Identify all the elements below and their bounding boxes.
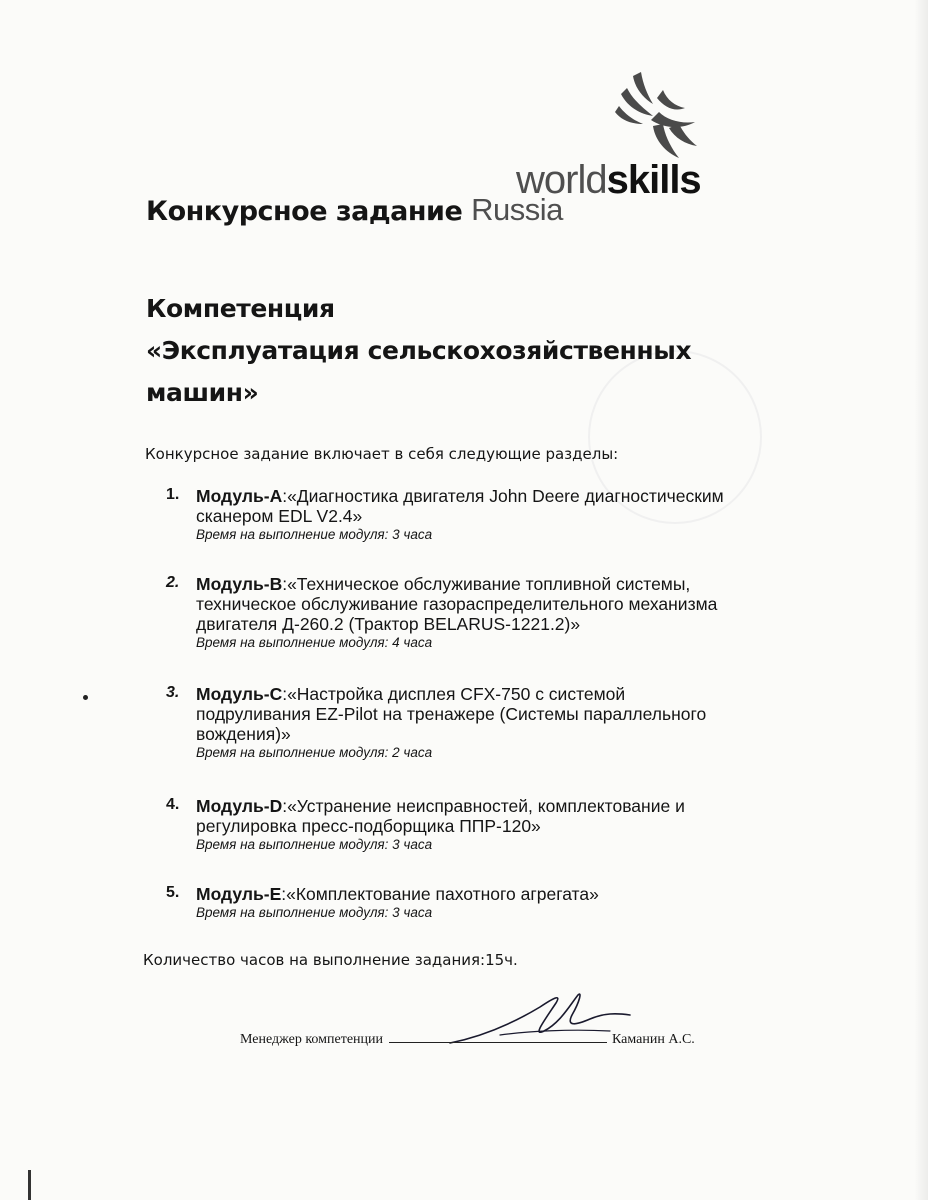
module-time: Время на выполнение модуля: 4 часа <box>196 635 433 650</box>
manager-label: Менеджер компетенции <box>240 1032 384 1047</box>
module-title-line-1: :«Техническое обслуживание топливной системы, <box>282 574 691 594</box>
module-number: 4. <box>166 796 180 813</box>
module-title-line-1: :«Устранение неисправностей, комплектование и <box>282 796 685 816</box>
module-name: Модуль-D <box>196 796 283 816</box>
module-time: Время на выполнение модуля: 3 часа <box>196 527 433 542</box>
module-name: Модуль-С <box>196 684 283 704</box>
worldskills-wordmark: worldskills <box>516 158 701 202</box>
logo-region-russia: Russia <box>471 192 563 227</box>
module-title-line-2: регулировка пресс-подборщика ППР-120» <box>196 816 541 836</box>
module-time: Время на выполнение модуля: 2 часа <box>196 745 433 760</box>
competence-line-1: Компетенция <box>146 294 335 323</box>
module-title-line-3: двигателя Д-260.2 (Трактор BELARUS-1221.2)» <box>196 614 581 634</box>
module-name: Модуль-Е <box>196 884 282 904</box>
module-title-line-2: сканером EDL V2.4» <box>196 506 363 526</box>
competence-line-2: «Эксплуатация сельскохозяйственных <box>146 336 692 365</box>
paper-edge-shadow <box>914 0 928 1200</box>
module-title-line-1: :«Настройка дисплея CFX-750 с системой <box>282 684 626 704</box>
competence-heading <box>146 288 786 414</box>
module-title-line-2: подруливания EZ-Pilot на тренажере (Системы параллельного <box>196 704 707 724</box>
worldskills-hands-icon <box>613 68 708 163</box>
module-number: 3. <box>166 684 180 701</box>
module-time: Время на выполнение модуля: 3 часа <box>196 905 433 920</box>
module-name: Модуль-А <box>196 486 283 506</box>
module-number: 5. <box>166 884 180 901</box>
module-title-line-1: :«Диагностика двигателя John Deere диагностическим <box>282 486 724 506</box>
module-title-line-3: вождения)» <box>196 724 291 744</box>
title-text: Конкурсное задание <box>146 196 463 227</box>
competence-line-3: машин» <box>146 378 259 407</box>
signature-blank <box>389 1028 607 1043</box>
module-number: 1. <box>166 486 180 503</box>
module-name: Модуль-В <box>196 574 283 594</box>
intro-text: Конкурсное задание включает в себя следующие разделы: <box>145 445 619 463</box>
document-title <box>146 192 563 228</box>
scan-edge-mark <box>28 1170 31 1200</box>
manager-signature-line <box>240 1028 695 1048</box>
module-number: 2. <box>166 574 180 591</box>
module-title-line-1: :«Комплектование пахотного агрегата» <box>281 884 599 904</box>
total-hours: Количество часов на выполнение задания:15ч. <box>143 951 518 969</box>
module-title-line-2: техническое обслуживание газораспределительного механизма <box>196 594 718 614</box>
scan-speck <box>83 695 88 700</box>
manager-name: Каманин А.С. <box>612 1032 695 1047</box>
module-time: Время на выполнение модуля: 3 часа <box>196 837 433 852</box>
